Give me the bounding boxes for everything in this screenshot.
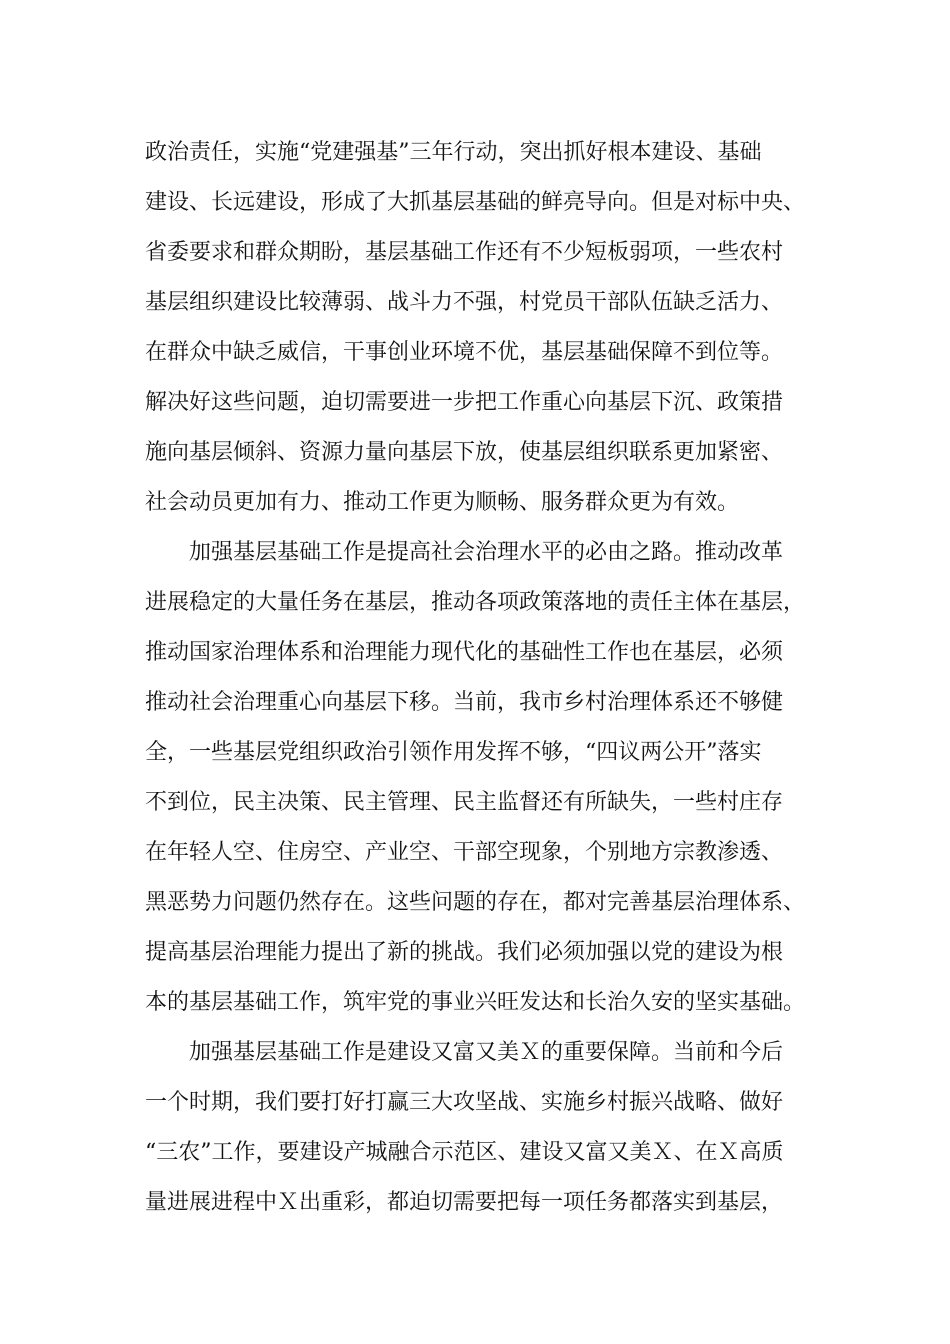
text-line: 在群众中缺乏威信，干事创业环境不优，基层基础保障不到位等。 bbox=[145, 340, 784, 365]
text-line: 省委要求和群众期盼，基层基础工作还有不少短板弱项，一些农村 bbox=[145, 240, 784, 265]
text-line: 社会动员更加有力、推动工作更为顺畅、服务群众更为有效。 bbox=[145, 490, 740, 515]
text-line: 在年轻人空、住房空、产业空、干部空现象，个别地方宗教渗透、 bbox=[145, 840, 784, 865]
text-line: 黑恶势力问题仍然存在。这些问题的存在，都对完善基层治理体系、 bbox=[145, 890, 806, 915]
text-line: 推动社会治理重心向基层下移。当前，我市乡村治理体系还不够健 bbox=[145, 690, 784, 715]
text-line: 加强基层基础工作是建设又富又美Ｘ的重要保障。当前和今后 bbox=[145, 1040, 784, 1065]
text-line: 提高基层治理能力提出了新的挑战。我们必须加强以党的建设为根 bbox=[145, 940, 784, 965]
document-body bbox=[145, 128, 835, 1228]
text-line: 建设、长远建设，形成了大抓基层基础的鲜亮导向。但是对标中央、 bbox=[145, 190, 806, 215]
text-line: 解决好这些问题，迫切需要进一步把工作重心向基层下沉、政策措 bbox=[145, 390, 784, 415]
text-line: 不到位，民主决策、民主管理、民主监督还有所缺失，一些村庄存 bbox=[145, 790, 784, 815]
text-line: 基层组织建设比较薄弱、战斗力不强，村党员干部队伍缺乏活力、 bbox=[145, 290, 784, 315]
text-line: 量进展进程中Ｘ出重彩，都迫切需要把每一项任务都落实到基层， bbox=[145, 1190, 784, 1215]
text-line: “三农”工作，要建设产城融合示范区、建设又富又美Ｘ、在Ｘ高质 bbox=[145, 1140, 784, 1165]
text-line: 政治责任，实施“党建强基”三年行动，突出抓好根本建设、基础 bbox=[145, 140, 762, 165]
text-line: 加强基层基础工作是提高社会治理水平的必由之路。推动改革 bbox=[145, 540, 784, 565]
text-line: 一个时期，我们要打好打赢三大攻坚战、实施乡村振兴战略、做好 bbox=[145, 1090, 784, 1115]
text-line: 进展稳定的大量任务在基层，推动各项政策落地的责任主体在基层， bbox=[145, 590, 806, 615]
text-line: 全，一些基层党组织政治引领作用发挥不够，“四议两公开”落实 bbox=[145, 740, 762, 765]
text-line: 推动国家治理体系和治理能力现代化的基础性工作也在基层，必须 bbox=[145, 640, 784, 665]
text-line: 施向基层倾斜、资源力量向基层下放，使基层组织联系更加紧密、 bbox=[145, 440, 784, 465]
text-line: 本的基层基础工作，筑牢党的事业兴旺发达和长治久安的坚实基础。 bbox=[145, 990, 806, 1015]
